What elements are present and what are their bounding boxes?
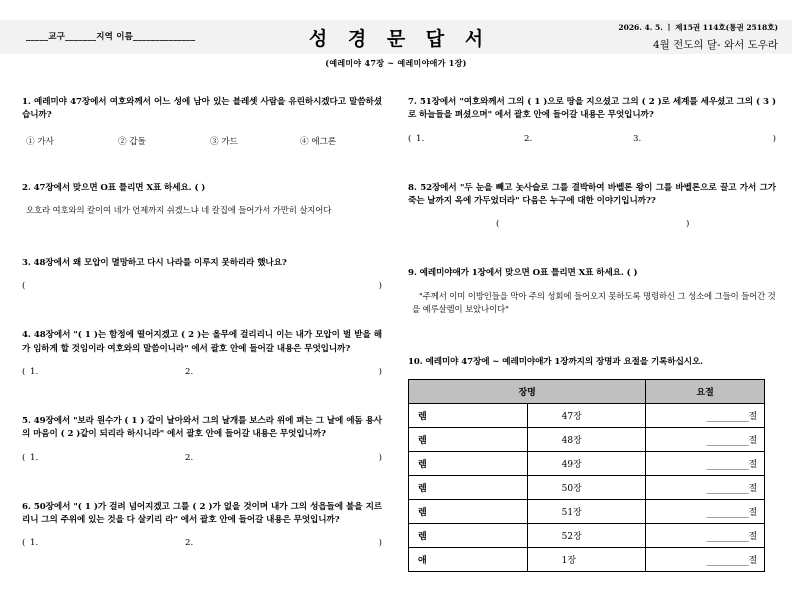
question-7-paren-left: ( — [408, 133, 412, 144]
question-10-text: 10. 예레미야 47장에 ~ 예레미야애가 1장까지의 장명과 요절을 기록하십시오. — [408, 356, 704, 367]
question-9 — [408, 267, 776, 315]
question-7-text: 7. 51장에서 "여호와께서 그의 ( 1 )으로 땅을 지으셨고 그의 ( 2 )로 세계를 세우셨고 그의 ( 3 )로 하늘들을 펴셨으며" 에서 괄호 안에 들어갈 내용은 무엇입니까? — [408, 97, 776, 121]
table-cell-verse[interactable]: __________절 — [646, 547, 765, 571]
question-4-text: 4. 48장에서 "( 1 )는 함정에 떨어지겠고 ( 2 )는 올무에 걸리리니 이는 내가 모압이 벌 받을 해가 임하게 할 것임이라 여호와의 말씀이니라" 에서 괄호 안에 들어갈 내용은 무엇입니까? — [22, 330, 382, 354]
question-6-slot-1[interactable]: 1. — [30, 538, 39, 549]
question-4-answer-field[interactable] — [22, 367, 382, 383]
question-1-choice-1[interactable]: ① 가사 — [26, 136, 54, 147]
question-5-answer-field[interactable] — [22, 453, 382, 469]
table-header-row — [409, 379, 765, 403]
table-cell-verse[interactable]: __________절 — [646, 499, 765, 523]
question-1-text: 1. 예레미야 47장에서 여호와께서 어느 성에 남아 있는 블레셋 사람을 유린하시겠다고 말씀하셨습니까? — [22, 97, 382, 121]
question-3-paren-right: ) — [378, 281, 382, 292]
table-cell-verse[interactable]: __________절 — [646, 523, 765, 547]
question-5-slot-1[interactable]: 1. — [30, 452, 39, 463]
question-4-slot-2[interactable]: 2. — [185, 366, 194, 377]
question-4 — [22, 329, 382, 383]
question-8-paren-right: ) — [686, 219, 690, 230]
table-cell-book: 렘 — [409, 427, 528, 451]
question-7-slot-2[interactable]: 2. — [524, 133, 533, 144]
question-3-answer-field[interactable] — [22, 281, 382, 297]
table-cell-book: 렘 — [409, 451, 528, 475]
question-9-quote: "주께서 이미 이방인들을 막아 주의 성회에 들어오지 못하도록 명령하신 그 성소에 그들이 들어간 것을 예루살렘이 보았나이다" — [412, 290, 776, 314]
question-8 — [408, 182, 776, 236]
question-1-choices — [22, 135, 382, 150]
table-row — [409, 475, 765, 499]
question-3-paren-left: ( — [22, 281, 26, 292]
question-8-answer-field[interactable] — [408, 219, 776, 235]
question-2-text[interactable]: 2. 47장에서 맞으면 O표 틀리면 X표 하세요. ( ) — [22, 182, 206, 193]
question-7-answer-field[interactable] — [408, 134, 776, 150]
question-5 — [22, 415, 382, 469]
question-5-text: 5. 49장에서 "보라 원수가 ( 1 ) 같이 날아와서 그의 날개를 보스라 위에 펴는 그 날에 에돔 용사의 마음이 ( 2 )같이 되리라 하시니라" 에서 괄호 안에 들어갈 내용은 무엇입니까? — [22, 415, 382, 440]
issue-info: 2026. 4. 5. ㅣ 제15권 114호(통권 2518호) — [618, 23, 778, 32]
left-question-column — [22, 96, 382, 568]
question-9-text[interactable]: 9. 예레미야애가 1장에서 맞으면 O표 틀리면 X표 하세요. ( ) — [408, 268, 638, 279]
table-row — [409, 451, 765, 475]
question-7 — [408, 96, 776, 150]
table-header-key-verse: 요절 — [646, 379, 765, 403]
table-cell-verse[interactable]: __________절 — [646, 427, 765, 451]
table-cell-chapter: 1장 — [527, 547, 646, 571]
question-8-paren-left: ( — [496, 219, 500, 230]
page-title: 성 경 문 답 서 — [308, 28, 491, 50]
table-cell-chapter: 51장 — [527, 499, 646, 523]
table-cell-book: 렘 — [409, 523, 528, 547]
table-cell-chapter: 49장 — [527, 451, 646, 475]
question-7-paren-right: ) — [772, 133, 776, 144]
question-6-paren-right: ) — [378, 538, 382, 549]
table-cell-book: 렘 — [409, 475, 528, 499]
table-cell-verse[interactable]: __________절 — [646, 475, 765, 499]
table-row — [409, 499, 765, 523]
table-cell-chapter: 48장 — [527, 427, 646, 451]
table-header-chapter-name: 장명 — [409, 379, 646, 403]
question-5-paren-right: ) — [378, 452, 382, 463]
question-1 — [22, 96, 382, 150]
question-6-slot-2[interactable]: 2. — [185, 538, 194, 549]
question-7-slot-3[interactable]: 3. — [633, 133, 642, 144]
question-3 — [22, 257, 382, 297]
question-6-text: 6. 50장에서 "( 1 )가 걸려 넘어지겠고 그를 ( 2 )가 없을 것이며 내가 그의 성읍들에 불을 지르리니 그의 주위에 있는 것을 다 살키리 라" 에서 괄호 안에 들어갈 내용은 무엇입니까? — [22, 501, 382, 525]
question-6-paren-left: ( — [22, 538, 26, 549]
table-row — [409, 427, 765, 451]
monthly-theme: 4월 전도의 달- 와서 도우라 — [652, 39, 778, 51]
right-question-column — [408, 96, 776, 586]
table-body — [409, 403, 765, 571]
chapter-verse-table — [408, 379, 765, 572]
question-6-answer-field[interactable] — [22, 538, 382, 554]
question-8-text: 8. 52장에서 "두 눈을 빼고 놋사슬로 그를 결박하여 바벨론 왕이 그를 바벨론으로 끌고 가서 그가 죽는 날까지 옥에 가두었더라" 다음은 누구에 대한 이야기입니까?? — [408, 182, 776, 206]
table-cell-book: 렘 — [409, 499, 528, 523]
question-4-paren-left: ( — [22, 366, 26, 377]
page-subtitle: (예레미야 47장 ~ 예레미야애가 1장) — [325, 58, 467, 68]
question-5-paren-left: ( — [22, 452, 26, 463]
table-cell-chapter: 47장 — [527, 403, 646, 427]
question-4-slot-1[interactable]: 1. — [30, 366, 39, 377]
question-1-choice-4[interactable]: ④ 에그론 — [300, 136, 337, 147]
question-5-slot-2[interactable]: 2. — [185, 452, 194, 463]
table-cell-chapter: 52장 — [527, 523, 646, 547]
table-row — [409, 403, 765, 427]
table-cell-verse[interactable]: __________절 — [646, 451, 765, 475]
header-identity-blanks: _____교구_______지역 이름______________ — [26, 32, 196, 42]
table-row — [409, 523, 765, 547]
table-cell-book: 렘 — [409, 403, 528, 427]
question-10 — [408, 356, 776, 572]
question-2 — [22, 182, 382, 217]
table-cell-book: 애 — [409, 547, 528, 571]
question-4-paren-right: ) — [378, 366, 382, 377]
question-3-text: 3. 48장에서 왜 모압이 멸망하고 다시 나라를 이루지 못하리라 했나요? — [22, 257, 287, 268]
question-2-quote: 오호라 여호와의 칼이여 네가 언제까지 쉬겠느냐 네 칼집에 들어가서 가만히 살지어다 — [26, 204, 332, 215]
question-1-choice-3[interactable]: ③ 가드 — [210, 136, 238, 147]
question-6 — [22, 501, 382, 555]
table-row — [409, 547, 765, 571]
table-cell-chapter: 50장 — [527, 475, 646, 499]
question-1-choice-2[interactable]: ② 갑돌 — [118, 136, 146, 147]
question-7-slot-1[interactable]: 1. — [416, 133, 425, 144]
table-cell-verse[interactable]: __________절 — [646, 403, 765, 427]
